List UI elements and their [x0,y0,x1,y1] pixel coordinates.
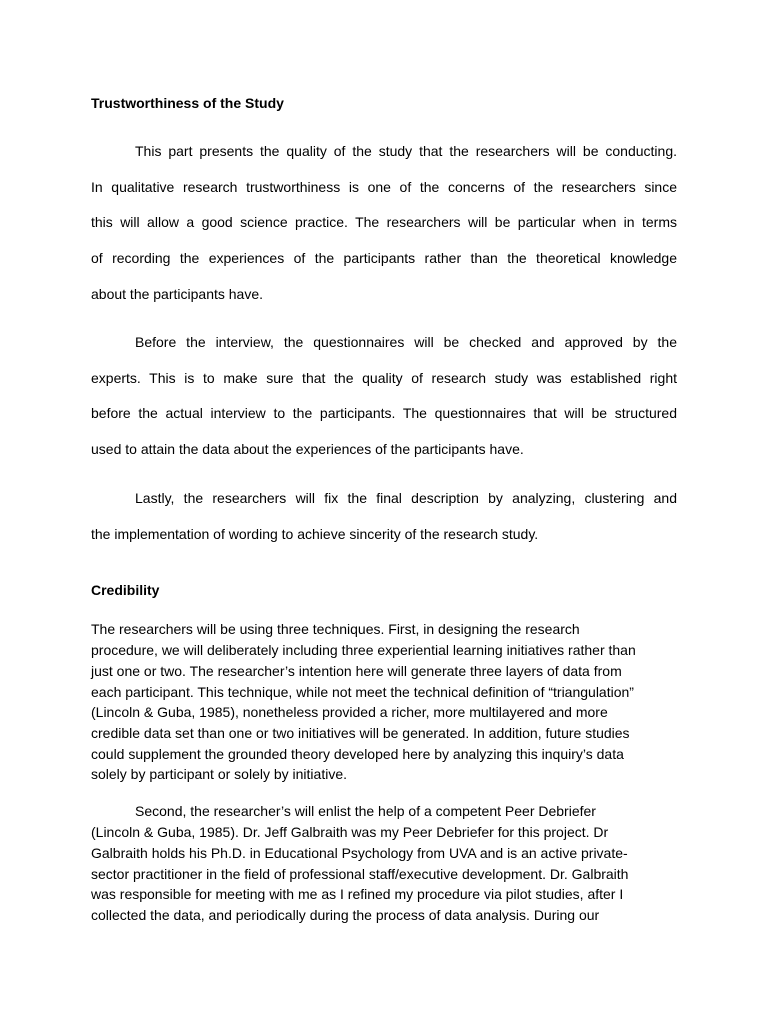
paragraph-line: Second, the researcher’s will enlist the help of a competent Peer Debriefer [135,803,596,819]
paragraph-line: The researchers will be using three techniques. First, in designing the research [91,621,580,637]
paragraph-line: before the actual interview to the participants. The questionnaires that will be structured [91,405,677,421]
paragraph-line: this will allow a good science practice. The researchers will be particular when in terms [91,214,677,230]
paragraph-line: (Lincoln & Guba, 1985). Dr. Jeff Galbraith was my Peer Debriefer for this project. Dr [91,824,609,840]
paragraph-line: solely by participant or solely by initiative. [91,766,348,782]
paragraph-line: (Lincoln & Guba, 1985), nonetheless provided a richer, more multilayered and more [91,704,608,720]
paragraph-line: Galbraith holds his Ph.D. in Educational Psychology from UVA and is an active private- [91,845,628,861]
paragraph-line: sector practitioner in the field of professional staff/executive development. Dr. Galbraith [91,866,629,882]
paragraph-line: of recording the experiences of the participants rather than the theoretical knowledge [91,250,677,266]
paragraph-line: This part presents the quality of the study that the researchers will be conducting. [135,143,677,159]
paragraph-line: about the participants have. [91,286,264,302]
paragraph-line: Lastly, the researchers will fix the final description by analyzing, clustering and [135,490,677,506]
paragraph-line: experts. This is to make sure that the quality of research study was established right [91,370,677,386]
paragraph-line: was responsible for meeting with me as I refined my procedure via pilot studies, after I [91,886,624,902]
paragraph-line: used to attain the data about the experiences of the participants have. [91,441,524,457]
paragraph-line: could supplement the grounded theory developed here by analyzing this inquiry’s data [91,746,624,762]
paragraph-line: Before the interview, the questionnaires will be checked and approved by the [135,334,677,350]
paragraph-line: just one or two. The researcher’s intention here will generate three layers of data from [91,663,622,679]
paragraph-line: credible data set than one or two initiatives will be generated. In addition, future studies [91,725,630,741]
paragraph-line: In qualitative research trustworthiness is one of the concerns of the researchers since [91,179,677,195]
paragraph-line: each participant. This technique, while not meet the technical definition of “triangulation” [91,684,634,700]
paragraph-line: collected the data, and periodically during the process of data analysis. During our [91,907,600,923]
paragraph-line: procedure, we will deliberately including three experiential learning initiatives rather than [91,642,636,658]
section-heading-credibility: Credibility [91,582,160,598]
paragraph-line: the implementation of wording to achieve sincerity of the research study. [91,526,539,542]
section-heading-trustworthiness: Trustworthiness of the Study [91,95,284,111]
